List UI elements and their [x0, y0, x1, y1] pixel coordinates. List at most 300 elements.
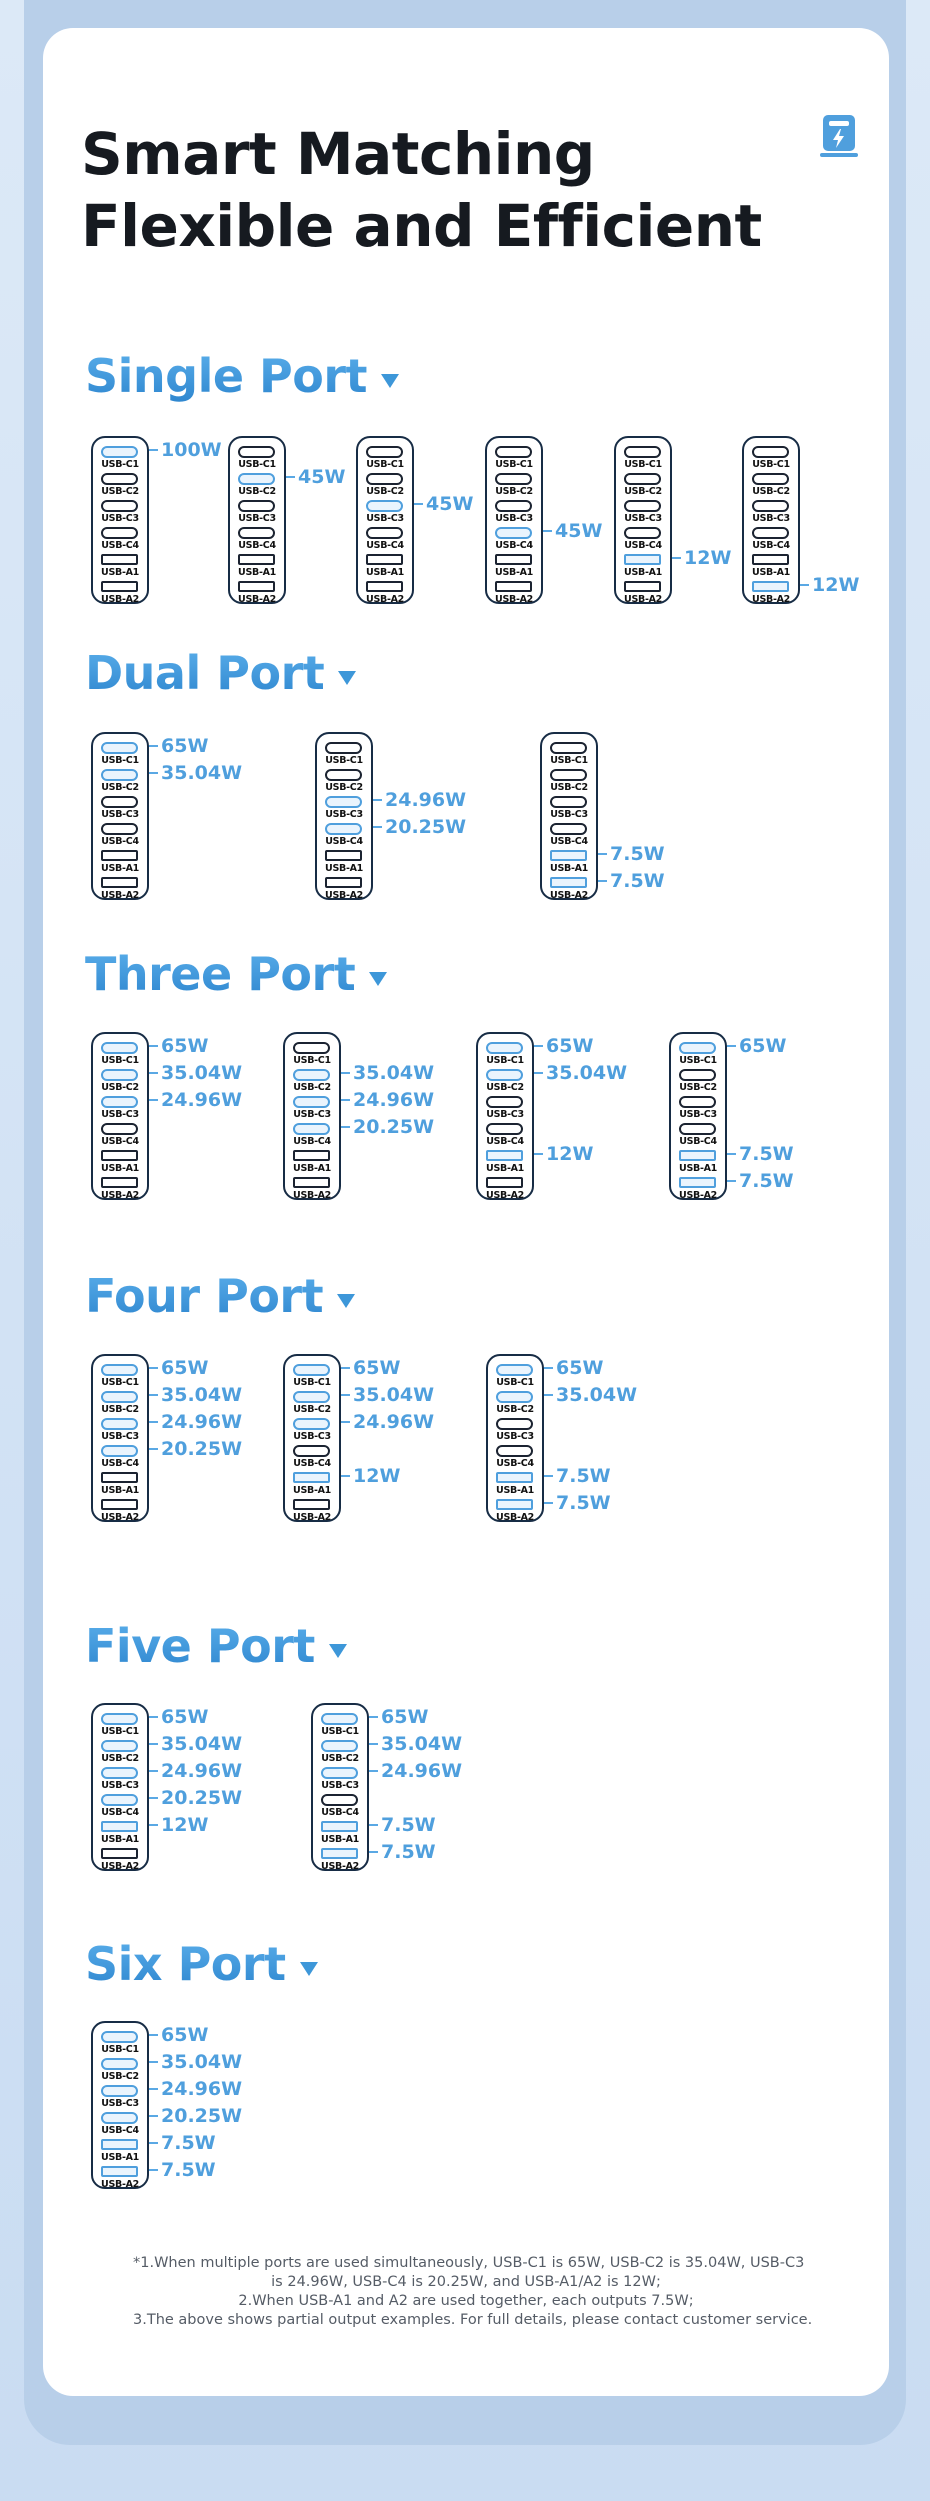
port-label: USB-C4	[679, 1136, 717, 1147]
caret-down-icon	[338, 671, 356, 685]
port-label: USB-C1	[495, 459, 533, 470]
port-label: USB-C3	[101, 2098, 139, 2109]
wattage-callout	[149, 2079, 242, 2099]
usb-c-port	[495, 446, 532, 458]
wattage-callout	[341, 1358, 400, 1378]
wattage-value: 24.96W	[385, 789, 467, 811]
usb-a-port	[101, 581, 138, 592]
wattage-value: 65W	[739, 1035, 787, 1057]
port-label: USB-A2	[752, 594, 790, 605]
usb-a-port	[550, 850, 587, 861]
caret-down-icon	[381, 374, 399, 388]
section-header	[85, 946, 387, 1002]
usb-c-port	[550, 742, 587, 754]
port-label: USB-A1	[101, 1163, 139, 1174]
port-label: USB-C2	[624, 486, 662, 497]
port-label: USB-C2	[101, 486, 139, 497]
section-title: Three Port	[85, 947, 356, 1001]
charger-device	[91, 1703, 149, 1871]
port-label: USB-C3	[325, 809, 363, 820]
port-label: USB-A2	[550, 890, 588, 901]
port-label: USB-C2	[366, 486, 404, 497]
usb-c-port	[101, 2031, 138, 2043]
port-label: USB-C2	[496, 1404, 534, 1415]
usb-a-port	[679, 1150, 716, 1161]
callout-line	[149, 449, 158, 451]
usb-c-port	[325, 823, 362, 835]
callout-line	[341, 1126, 350, 1128]
usb-c-port	[101, 742, 138, 754]
wattage-callout	[149, 1358, 208, 1378]
callout-line	[727, 1045, 736, 1047]
usb-a-port	[101, 2139, 138, 2150]
caret-down-icon	[369, 972, 387, 986]
callout-line	[341, 1394, 350, 1396]
usb-a-port	[293, 1177, 330, 1188]
usb-a-port	[101, 2166, 138, 2177]
title-line-1: Smart Matching	[81, 120, 595, 188]
port-label: USB-C2	[238, 486, 276, 497]
charger-device	[311, 1703, 369, 1871]
usb-c-port	[550, 823, 587, 835]
usb-a-port	[238, 581, 275, 592]
port-label: USB-C1	[366, 459, 404, 470]
port-label: USB-C1	[550, 755, 588, 766]
page-title	[81, 118, 762, 262]
callout-line	[341, 1072, 350, 1074]
port-label: USB-C3	[101, 1431, 139, 1442]
port-label: USB-A1	[101, 863, 139, 874]
callout-line	[598, 853, 607, 855]
wattage-value: 65W	[546, 1035, 594, 1057]
wattage-callout	[414, 494, 473, 514]
wattage-callout	[727, 1144, 794, 1164]
wattage-callout	[149, 1707, 208, 1727]
wattage-value: 45W	[555, 520, 603, 542]
charger-device	[486, 1354, 544, 1522]
callout-line	[341, 1421, 350, 1423]
port-label: USB-A2	[293, 1512, 331, 1523]
wattage-callout	[149, 736, 208, 756]
usb-c-port	[321, 1740, 358, 1752]
wattage-value: 7.5W	[739, 1170, 794, 1192]
wattage-callout	[149, 1734, 242, 1754]
usb-c-port	[321, 1713, 358, 1725]
section-title: Single Port	[85, 349, 368, 403]
port-label: USB-A1	[752, 567, 790, 578]
wattage-value: 7.5W	[556, 1465, 611, 1487]
usb-c-port	[101, 796, 138, 808]
port-label: USB-A1	[495, 567, 533, 578]
wattage-callout	[534, 1063, 627, 1083]
callout-line	[672, 557, 681, 559]
section-header	[85, 1268, 355, 1324]
wattage-value: 65W	[381, 1706, 429, 1728]
wattage-callout	[373, 790, 466, 810]
wattage-callout	[286, 467, 345, 487]
wattage-value: 35.04W	[546, 1062, 628, 1084]
usb-c-port	[293, 1042, 330, 1054]
wattage-callout	[727, 1036, 786, 1056]
section-header	[85, 645, 356, 701]
callout-line	[149, 2061, 158, 2063]
port-label: USB-A2	[101, 1512, 139, 1523]
port-label: USB-C4	[101, 836, 139, 847]
port-label: USB-A1	[293, 1485, 331, 1496]
callout-line	[727, 1153, 736, 1155]
usb-a-port	[101, 1177, 138, 1188]
port-label: USB-C3	[101, 1780, 139, 1791]
usb-c-port	[624, 473, 661, 485]
port-label: USB-A2	[101, 1190, 139, 1201]
port-label: USB-A1	[366, 567, 404, 578]
wattage-value: 35.04W	[161, 1733, 243, 1755]
wattage-callout	[598, 844, 665, 864]
usb-c-port	[495, 500, 532, 512]
port-label: USB-C1	[496, 1377, 534, 1388]
callout-line	[149, 772, 158, 774]
port-label: USB-C2	[101, 782, 139, 793]
callout-line	[341, 1475, 350, 1477]
section-title: Dual Port	[85, 646, 325, 700]
section-title: Six Port	[85, 1937, 286, 1991]
wattage-value: 20.25W	[161, 1438, 243, 1460]
usb-c-port	[752, 446, 789, 458]
callout-line	[544, 1475, 553, 1477]
wattage-callout	[544, 1358, 603, 1378]
charger-device	[91, 2021, 149, 2189]
port-label: USB-C2	[325, 782, 363, 793]
port-label: USB-C1	[624, 459, 662, 470]
port-label: USB-C3	[550, 809, 588, 820]
usb-c-port	[550, 796, 587, 808]
charger-device	[540, 732, 598, 900]
usb-c-port	[101, 1096, 138, 1108]
wattage-value: 12W	[353, 1465, 401, 1487]
usb-a-port	[486, 1177, 523, 1188]
wattage-value: 65W	[161, 1357, 209, 1379]
port-label: USB-A1	[679, 1163, 717, 1174]
port-label: USB-C3	[679, 1109, 717, 1120]
usb-c-port	[101, 2085, 138, 2097]
charger-device	[283, 1032, 341, 1200]
wattage-callout	[341, 1385, 434, 1405]
callout-line	[544, 1502, 553, 1504]
port-label: USB-A1	[321, 1834, 359, 1845]
port-label: USB-A1	[293, 1163, 331, 1174]
port-label: USB-A2	[101, 890, 139, 901]
usb-a-port	[752, 554, 789, 565]
usb-a-port	[495, 554, 532, 565]
usb-c-port	[486, 1096, 523, 1108]
port-label: USB-A2	[486, 1190, 524, 1201]
usb-c-port	[486, 1123, 523, 1135]
caret-down-icon	[300, 1962, 318, 1976]
section-title: Five Port	[85, 1619, 315, 1673]
usb-c-port	[101, 500, 138, 512]
callout-line	[598, 880, 607, 882]
wattage-value: 20.25W	[161, 2105, 243, 2127]
wattage-callout	[149, 1815, 208, 1835]
port-label: USB-C1	[293, 1055, 331, 1066]
port-label: USB-C3	[624, 513, 662, 524]
callout-line	[414, 503, 423, 505]
usb-c-port	[101, 1069, 138, 1081]
usb-a-port	[486, 1150, 523, 1161]
wattage-value: 65W	[556, 1357, 604, 1379]
port-label: USB-A1	[496, 1485, 534, 1496]
port-label: USB-C4	[486, 1136, 524, 1147]
usb-c-port	[293, 1069, 330, 1081]
port-label: USB-C1	[101, 1055, 139, 1066]
wattage-callout	[369, 1815, 436, 1835]
callout-line	[544, 1394, 553, 1396]
usb-c-port	[101, 1042, 138, 1054]
usb-a-port	[325, 877, 362, 888]
callout-line	[341, 1099, 350, 1101]
usb-c-port	[101, 1418, 138, 1430]
wattage-callout	[341, 1063, 434, 1083]
footnote	[133, 2254, 813, 2330]
port-label: USB-A1	[238, 567, 276, 578]
callout-line	[149, 2169, 158, 2171]
usb-c-port	[496, 1445, 533, 1457]
usb-c-port	[624, 527, 661, 539]
wattage-value: 12W	[161, 1814, 209, 1836]
port-label: USB-C1	[325, 755, 363, 766]
port-label: USB-A1	[325, 863, 363, 874]
usb-a-port	[101, 1821, 138, 1832]
usb-c-port	[679, 1096, 716, 1108]
callout-line	[149, 2115, 158, 2117]
port-label: USB-C4	[293, 1458, 331, 1469]
footnote-line-2: is 24.96W, USB-C4 is 20.25W, and USB-A1/A2 is 12W;	[271, 2274, 661, 2290]
port-label: USB-C1	[293, 1377, 331, 1388]
callout-line	[341, 1367, 350, 1369]
port-label: USB-C3	[293, 1109, 331, 1120]
charger-device	[476, 1032, 534, 1200]
callout-line	[369, 1824, 378, 1826]
port-label: USB-C1	[101, 1726, 139, 1737]
wattage-value: 45W	[298, 466, 346, 488]
usb-c-port	[325, 769, 362, 781]
port-label: USB-C2	[486, 1082, 524, 1093]
port-label: USB-C4	[366, 540, 404, 551]
wattage-value: 35.04W	[353, 1384, 435, 1406]
usb-c-port	[321, 1767, 358, 1779]
callout-line	[534, 1045, 543, 1047]
callout-line	[369, 1743, 378, 1745]
port-label: USB-C2	[293, 1082, 331, 1093]
charger-device	[91, 436, 149, 604]
section-title: Four Port	[85, 1269, 324, 1323]
usb-c-port	[238, 500, 275, 512]
port-label: USB-C3	[486, 1109, 524, 1120]
wattage-value: 35.04W	[161, 1062, 243, 1084]
usb-a-port	[679, 1177, 716, 1188]
port-label: USB-C1	[101, 755, 139, 766]
usb-a-port	[101, 554, 138, 565]
wattage-value: 20.25W	[353, 1116, 435, 1138]
usb-c-port	[495, 527, 532, 539]
usb-c-port	[550, 769, 587, 781]
usb-a-port	[101, 850, 138, 861]
wattage-value: 65W	[161, 735, 209, 757]
port-label: USB-C2	[101, 1082, 139, 1093]
usb-a-port	[325, 850, 362, 861]
wattage-value: 7.5W	[556, 1492, 611, 1514]
wattage-value: 20.25W	[161, 1787, 243, 1809]
port-label: USB-C4	[496, 1458, 534, 1469]
charger-device	[91, 1354, 149, 1522]
usb-c-port	[325, 742, 362, 754]
section-header	[85, 1618, 347, 1674]
wattage-value: 7.5W	[610, 843, 665, 865]
wattage-callout	[149, 1439, 242, 1459]
usb-c-port	[293, 1445, 330, 1457]
wattage-callout	[543, 521, 602, 541]
wattage-value: 24.96W	[161, 2078, 243, 2100]
usb-c-port	[321, 1794, 358, 1806]
wattage-callout	[800, 575, 859, 595]
usb-c-port	[486, 1069, 523, 1081]
usb-c-port	[101, 1740, 138, 1752]
usb-c-port	[679, 1123, 716, 1135]
port-label: USB-A1	[624, 567, 662, 578]
usb-a-port	[496, 1472, 533, 1483]
usb-c-port	[238, 473, 275, 485]
port-label: USB-C1	[679, 1055, 717, 1066]
usb-c-port	[238, 446, 275, 458]
wattage-callout	[149, 2160, 216, 2180]
callout-line	[149, 1421, 158, 1423]
port-label: USB-A2	[101, 1861, 139, 1872]
usb-a-port	[293, 1499, 330, 1510]
charger-logo-icon	[820, 114, 858, 160]
wattage-value: 24.96W	[161, 1760, 243, 1782]
port-label: USB-C1	[101, 1377, 139, 1388]
footnote-line-3: 2.When USB-A1 and A2 are used together, each outputs 7.5W;	[238, 2293, 694, 2309]
wattage-callout	[149, 1385, 242, 1405]
port-label: USB-C4	[550, 836, 588, 847]
wattage-callout	[534, 1144, 593, 1164]
port-label: USB-A1	[101, 1834, 139, 1845]
port-label: USB-C1	[238, 459, 276, 470]
port-label: USB-A2	[238, 594, 276, 605]
port-label: USB-C1	[101, 2044, 139, 2055]
usb-a-port	[101, 1150, 138, 1161]
wattage-value: 7.5W	[610, 870, 665, 892]
usb-a-port	[321, 1821, 358, 1832]
charger-device	[742, 436, 800, 604]
wattage-callout	[341, 1466, 400, 1486]
wattage-callout	[369, 1707, 428, 1727]
port-label: USB-C4	[101, 2125, 139, 2136]
port-label: USB-C3	[366, 513, 404, 524]
callout-line	[534, 1072, 543, 1074]
usb-c-port	[101, 527, 138, 539]
callout-line	[544, 1367, 553, 1369]
wattage-value: 100W	[161, 439, 222, 461]
port-label: USB-A2	[293, 1190, 331, 1201]
charger-device	[91, 732, 149, 900]
callout-line	[149, 1367, 158, 1369]
callout-line	[149, 1099, 158, 1101]
wattage-value: 35.04W	[161, 762, 243, 784]
port-label: USB-A2	[101, 594, 139, 605]
usb-c-port	[101, 1364, 138, 1376]
callout-line	[727, 1180, 736, 1182]
port-label: USB-C3	[101, 513, 139, 524]
wattage-value: 65W	[353, 1357, 401, 1379]
charger-device	[228, 436, 286, 604]
charger-device	[283, 1354, 341, 1522]
callout-line	[149, 1716, 158, 1718]
wattage-callout	[149, 1063, 242, 1083]
wattage-value: 35.04W	[556, 1384, 638, 1406]
port-label: USB-C3	[293, 1431, 331, 1442]
wattage-value: 35.04W	[353, 1062, 435, 1084]
callout-line	[149, 2034, 158, 2036]
port-label: USB-C1	[101, 459, 139, 470]
wattage-callout	[149, 1090, 242, 1110]
wattage-callout	[149, 2133, 216, 2153]
footnote-line-4: 3.The above shows partial output examples. For full details, please contact customer service.	[133, 2312, 813, 2328]
port-label: USB-C4	[101, 1458, 139, 1469]
wattage-value: 24.96W	[353, 1089, 435, 1111]
usb-a-port	[101, 1472, 138, 1483]
wattage-callout	[373, 817, 466, 837]
port-label: USB-C4	[624, 540, 662, 551]
usb-c-port	[293, 1418, 330, 1430]
wattage-value: 24.96W	[161, 1089, 243, 1111]
port-label: USB-C3	[752, 513, 790, 524]
wattage-callout	[149, 440, 222, 460]
port-label: USB-A2	[321, 1861, 359, 1872]
port-label: USB-A2	[679, 1190, 717, 1201]
port-label: USB-C2	[101, 1404, 139, 1415]
usb-a-port	[101, 877, 138, 888]
port-label: USB-C3	[496, 1431, 534, 1442]
usb-c-port	[366, 500, 403, 512]
wattage-value: 35.04W	[161, 2051, 243, 2073]
port-label: USB-C2	[495, 486, 533, 497]
wattage-value: 24.96W	[381, 1760, 463, 1782]
usb-c-port	[495, 473, 532, 485]
wattage-value: 12W	[812, 574, 860, 596]
usb-c-port	[366, 527, 403, 539]
usb-c-port	[238, 527, 275, 539]
wattage-callout	[149, 763, 242, 783]
port-label: USB-C4	[325, 836, 363, 847]
charger-device	[485, 436, 543, 604]
usb-c-port	[325, 796, 362, 808]
port-label: USB-A2	[496, 1512, 534, 1523]
usb-c-port	[366, 473, 403, 485]
usb-c-port	[101, 1445, 138, 1457]
usb-a-port	[624, 554, 661, 565]
wattage-value: 35.04W	[381, 1733, 463, 1755]
usb-c-port	[101, 1713, 138, 1725]
callout-line	[373, 799, 382, 801]
wattage-callout	[727, 1171, 794, 1191]
usb-c-port	[496, 1418, 533, 1430]
usb-c-port	[752, 473, 789, 485]
port-label: USB-C2	[550, 782, 588, 793]
usb-c-port	[101, 1391, 138, 1403]
wattage-callout	[544, 1493, 611, 1513]
port-label: USB-A2	[325, 890, 363, 901]
